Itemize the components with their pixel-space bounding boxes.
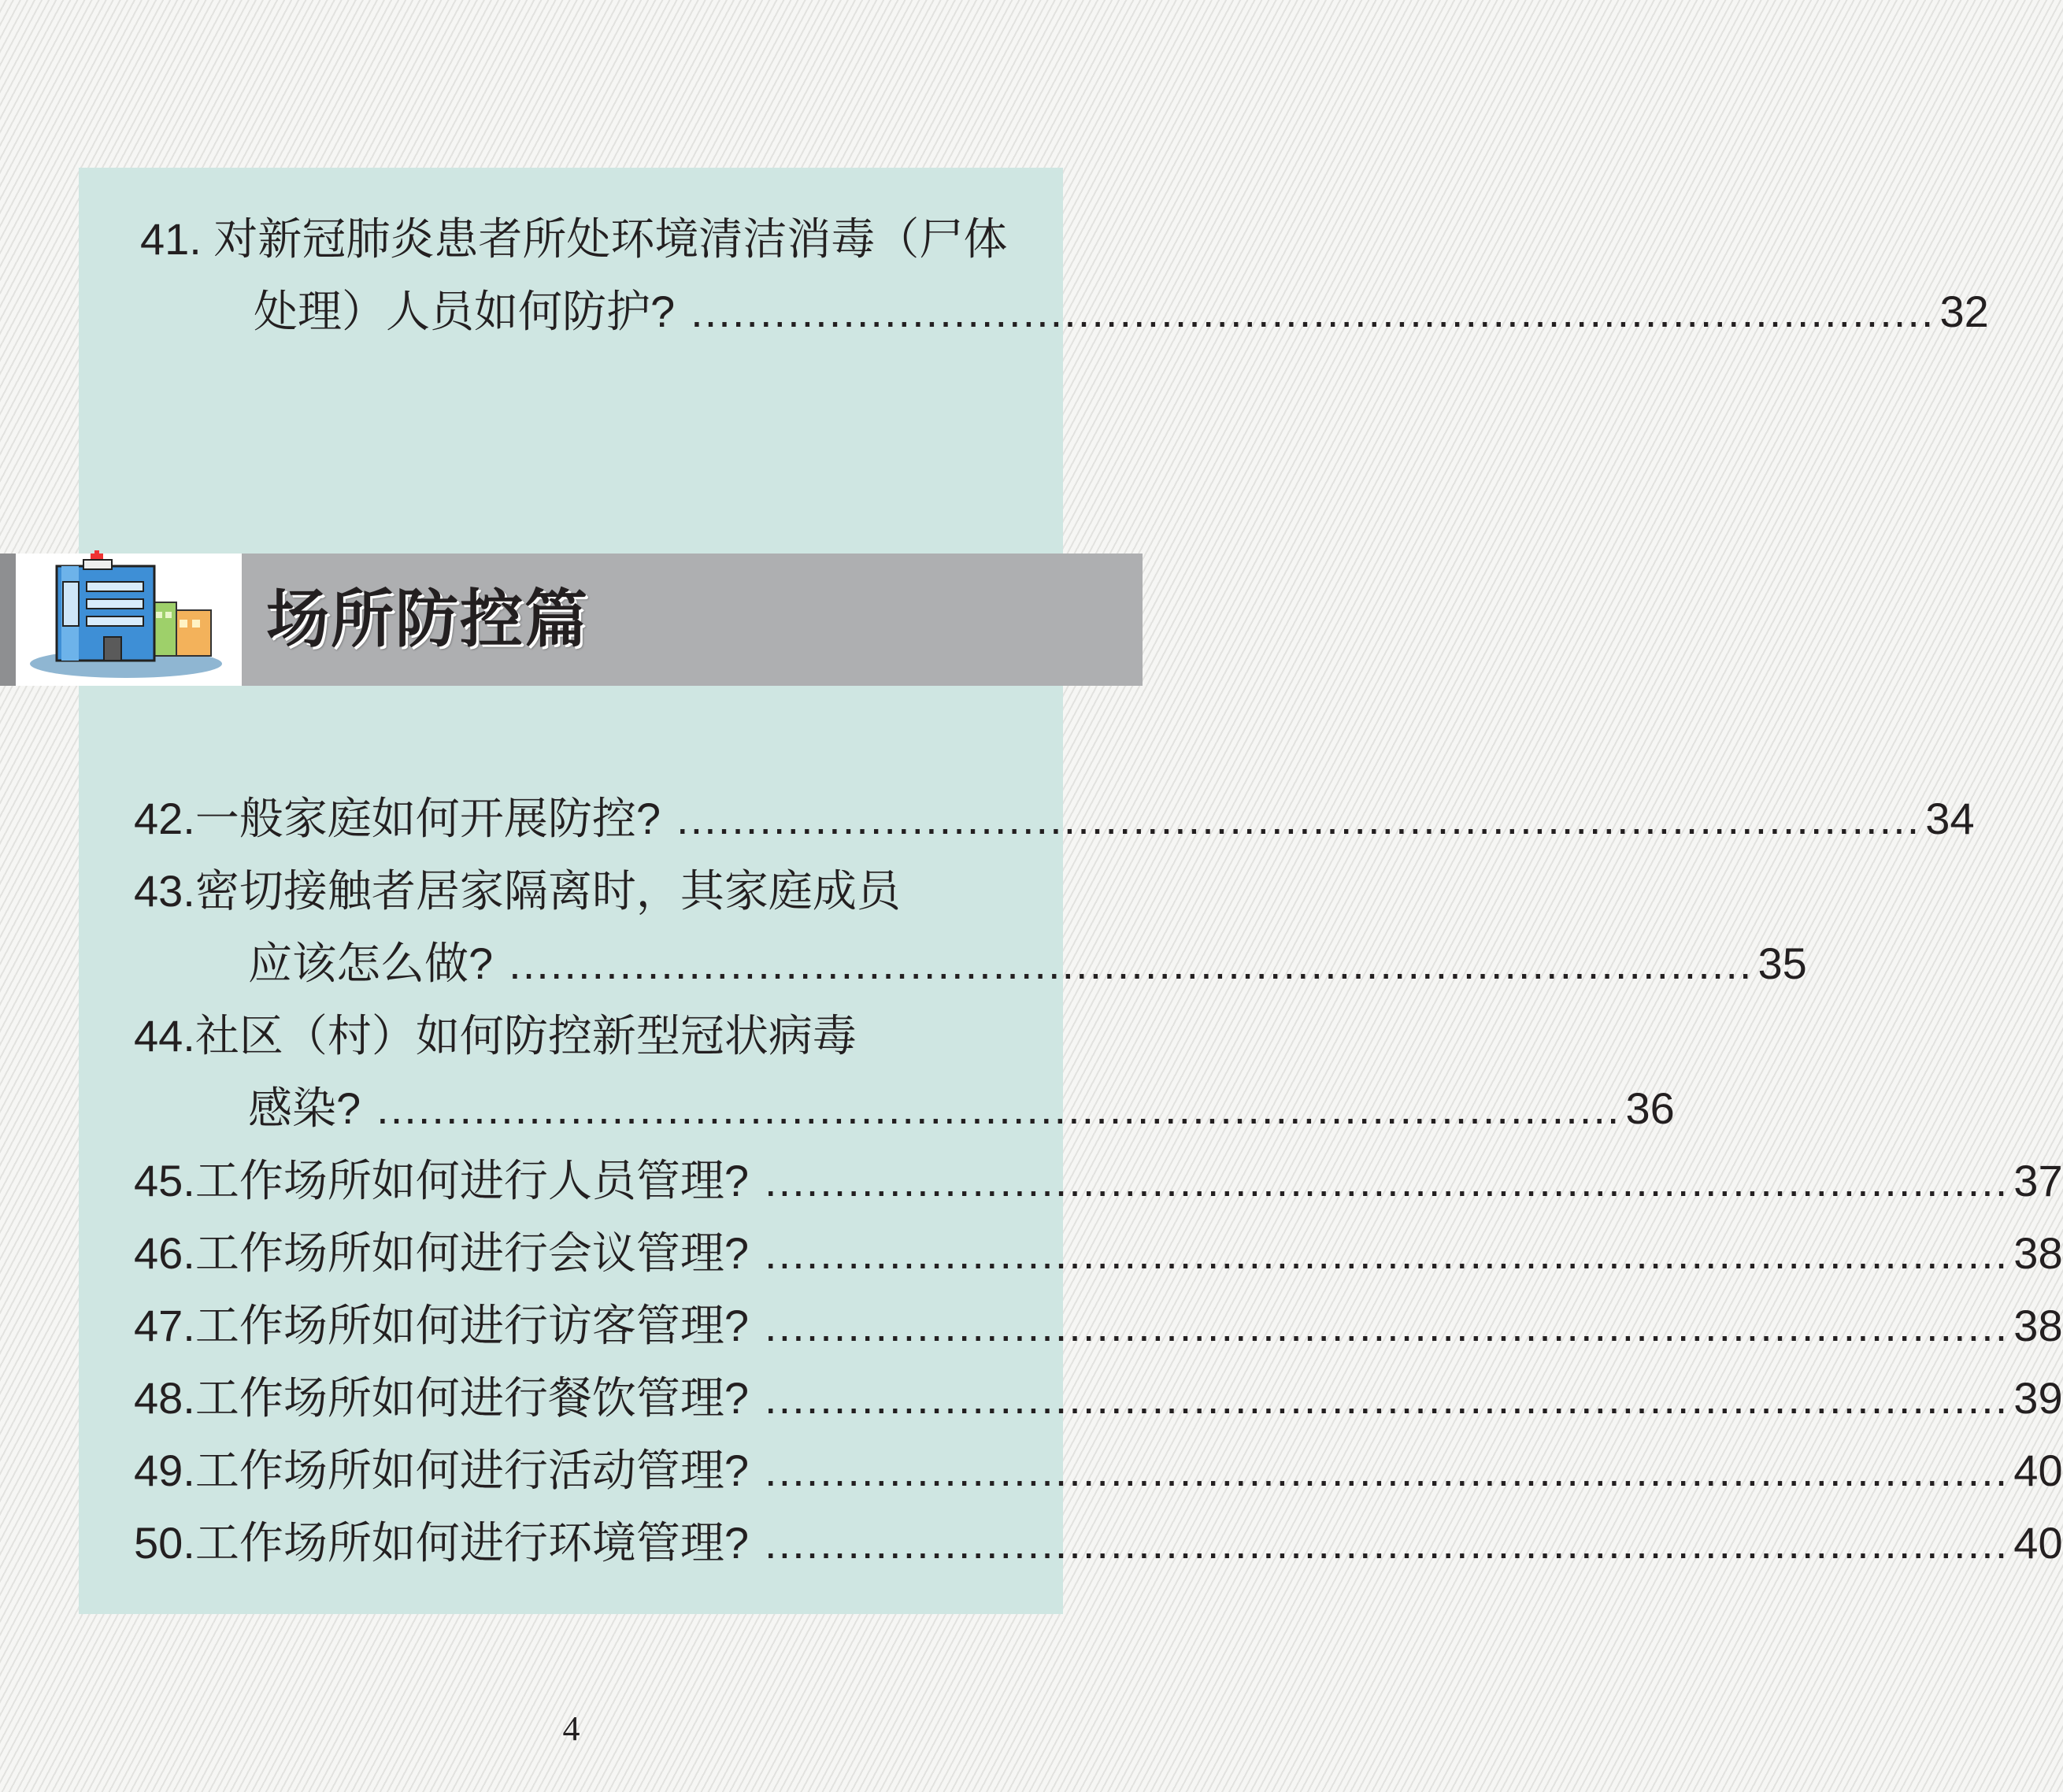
toc-entry-45[interactable]: [134, 1153, 2063, 1209]
toc-entry-number: 49.: [134, 1446, 195, 1495]
toc-page-number: 32: [1939, 287, 1989, 336]
toc-entry-text: 工作场所如何进行访客管理?: [194, 1301, 750, 1350]
toc-entry-46[interactable]: [134, 1225, 2063, 1282]
toc-leader-dots: ..........................................................................................: [676, 794, 1921, 843]
toc-entry-number: 44.: [134, 1011, 195, 1061]
toc-entry-number: 42.: [134, 794, 195, 843]
toc-leader-dots: ..........................................................................................: [509, 939, 1754, 988]
toc-page-number: 36: [1625, 1083, 1675, 1133]
toc-page-number: 38: [2013, 1301, 2063, 1350]
toc-entry-number: 47.: [134, 1301, 195, 1350]
toc-entry-text: 工作场所如何进行人员管理?: [194, 1156, 750, 1205]
section-icon-box: [16, 554, 242, 686]
toc-leader-dots: ..........................................................................................: [691, 287, 1935, 336]
toc-leader-dots: ..........................................................................................: [765, 1446, 2009, 1495]
toc-page-number: 38: [2013, 1228, 2063, 1278]
toc-page-number: 34: [1925, 794, 1975, 843]
band-edge: [0, 554, 16, 686]
toc-entry-text: 应该怎么做?: [248, 939, 494, 988]
toc-leader-dots: ..........................................................................................: [376, 1083, 1621, 1133]
toc-entry-41-line1[interactable]: [140, 211, 1007, 268]
toc-entry-43-line1[interactable]: [134, 863, 901, 920]
toc-page-number: 39: [2013, 1373, 2063, 1423]
toc-leader-dots: ..........................................................................................: [765, 1228, 2009, 1278]
hospital-building-icon: [16, 554, 242, 686]
toc-page-number: 40: [2013, 1518, 2063, 1568]
toc-entry-text: 工作场所如何进行活动管理?: [194, 1446, 750, 1495]
toc-entry-number: 48.: [134, 1373, 195, 1423]
toc-entry-44-line2[interactable]: [248, 1080, 1675, 1137]
toc-entry-text: 41. 对新冠肺炎患者所处环境清洁消毒（尸体: [140, 214, 1008, 264]
toc-page-number: 40: [2013, 1446, 2063, 1495]
page-number: 4: [562, 1709, 580, 1748]
toc-entry-text: 一般家庭如何开展防控?: [194, 794, 661, 843]
toc-entry-number: 43.: [134, 866, 195, 916]
toc-entry-number: 45.: [134, 1156, 195, 1205]
toc-entry-number: 50.: [134, 1518, 195, 1568]
toc-entry-text: 工作场所如何进行会议管理?: [194, 1228, 750, 1278]
toc-entry-47[interactable]: [134, 1298, 2063, 1354]
toc-entry-text: 社区（村）如何防控新型冠状病毒: [194, 1011, 857, 1061]
toc-page-number: 35: [1757, 939, 1807, 988]
section-title: 场所防控篇: [266, 584, 589, 654]
section-header-band: [0, 554, 1143, 686]
toc-entry-49[interactable]: [134, 1442, 2063, 1499]
toc-entry-42[interactable]: [134, 790, 1975, 847]
toc-entry-text: 感染?: [248, 1083, 361, 1133]
toc-entry-44-line1[interactable]: [134, 1008, 857, 1064]
toc-entry-number: 46.: [134, 1228, 195, 1278]
toc-leader-dots: ..........................................................................................: [765, 1518, 2009, 1568]
toc-entry-50[interactable]: [134, 1515, 2063, 1572]
toc-entry-text: 密切接触者居家隔离时，其家庭成员: [194, 866, 901, 916]
toc-page-number: 37: [2013, 1156, 2063, 1205]
toc-entry-text: 工作场所如何进行餐饮管理?: [194, 1373, 750, 1423]
toc-entry-41-line2[interactable]: [254, 283, 1989, 340]
toc-entry-48[interactable]: [134, 1370, 2063, 1427]
toc-entry-text: 处理）人员如何防护?: [254, 287, 676, 336]
toc-leader-dots: ..........................................................................................: [765, 1301, 2009, 1350]
toc-leader-dots: ..........................................................................................: [765, 1156, 2009, 1205]
toc-entry-text: 工作场所如何进行环境管理?: [194, 1518, 750, 1568]
toc-entry-43-line2[interactable]: [248, 935, 1807, 992]
toc-leader-dots: ..........................................................................................: [765, 1373, 2009, 1423]
